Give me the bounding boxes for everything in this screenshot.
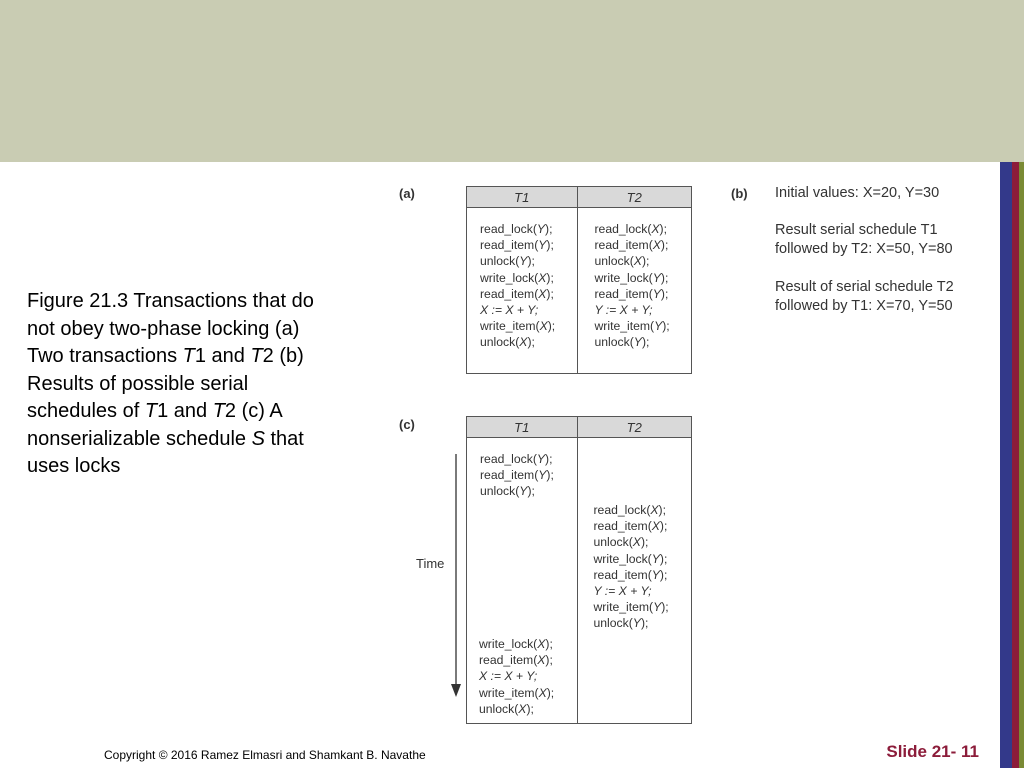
figure-c-t2-ops [594,502,669,632]
operation-variable: X [651,222,660,236]
operation-suffix: ); [661,600,669,615]
figure-c-header-t2: T2 [577,417,692,438]
operation-variable: X [652,238,661,253]
operation-suffix: ); [640,616,649,631]
operation-line [480,302,577,318]
operation-variable: Y [536,222,546,236]
operation-variable: Y [538,468,547,483]
operation-line: write_lock(Y); [593,551,668,566]
stripe-red [1012,162,1019,768]
operation-variable: X [518,701,527,716]
operation-suffix: ); [547,319,556,334]
operation-line: write_lock(X); [480,270,554,285]
operation-variable: X := X + Y; [480,303,539,318]
operation-variable: Y [651,551,660,566]
operation-variable: Y := X + Y; [593,584,652,599]
operation-suffix: ); [660,238,669,253]
operation-line: unlock(X); [479,701,534,716]
operation-variable: Y [651,567,660,582]
operation-suffix: ); [545,452,553,466]
operation-line: write_item(Y); [594,319,670,334]
time-arrow-icon [449,454,463,699]
figure-c-t1-bottom-ops [479,636,554,717]
operation-suffix: ); [545,653,553,668]
serial-result-2-line2: followed by T1: X=70, Y=50 [775,298,953,314]
operation-variable: Y [652,286,661,301]
operation-line: unlock(Y); [593,616,649,631]
operation-line: read_item(X); [479,653,553,668]
operation-line: unlock(Y); [480,484,535,499]
caption-text: that uses locks [27,427,304,477]
operation-line: unlock(X); [594,254,650,269]
operation-suffix: ); [526,701,534,716]
operation-variable: X [650,503,659,517]
operation-line: unlock(Y); [594,335,650,350]
operation-line: read_item(X); [593,519,668,534]
figure-a-t2-cell [577,208,692,374]
operation-variable: Y [652,270,661,285]
figure-a-header-t2: T2 [577,187,692,208]
caption-t1-italic: T [144,400,158,422]
serial-result-1 [775,221,953,259]
stripe-blue [1000,162,1012,768]
operation-suffix: ); [658,503,666,517]
operation-suffix: ); [527,484,535,499]
operation-line: unlock(Y); [480,254,535,269]
operation-suffix: ); [546,238,554,253]
operation-suffix: ); [660,270,669,285]
figure-a-header-t1: T1 [467,187,578,208]
operation-line: read_lock(Y); [480,452,553,466]
operation-variable: X [633,254,642,269]
slide-number: Slide 21- 11 [886,742,979,761]
operation-variable: Y [538,238,547,253]
operation-variable: X := X + Y; [479,669,538,684]
operation-line [595,302,692,318]
serial-result-1-line1: Result serial schedule T1 [775,222,938,238]
operation-variable: Y [536,452,546,466]
operation-line: unlock(X); [480,335,535,350]
operation-variable: X [538,270,547,285]
operation-line: read_lock(X); [593,503,666,517]
operation-suffix: ); [546,286,554,301]
caption-text: 1 and [194,345,251,367]
operation-line: read_item(X); [480,286,554,301]
figure-a-t1-ops [467,208,577,351]
operation-line: read_item(Y); [480,468,554,483]
operation-suffix: ); [641,254,650,269]
operation-line: read_lock(Y); [480,222,553,236]
copyright-text: Copyright © 2016 Ramez Elmasri and Shamkant B. Navathe [104,748,426,762]
header-band [0,0,1024,162]
operation-suffix: ); [527,335,535,350]
figure-c-header-t1: T1 [467,417,578,438]
operation-line [479,668,554,684]
operation-variable: X [537,637,546,651]
operation-variable: X [537,653,546,668]
operation-variable: X [538,685,547,700]
operation-variable: Y [632,616,641,631]
operation-suffix: ); [641,335,650,350]
caption-text: 1 and [157,400,213,422]
operation-suffix: ); [546,468,554,483]
operation-variable: X [651,519,660,534]
operation-line: write_item(Y); [593,600,669,615]
operation-suffix: ); [660,286,669,301]
caption-t2-italic: T [212,400,225,422]
operation-line: read_lock(X); [594,222,667,236]
operation-suffix: ); [659,567,668,582]
serial-result-2 [775,278,954,316]
figure-c-table [466,416,692,724]
operation-variable: Y [519,484,528,499]
figure-a-table [466,186,692,374]
operation-variable: X [519,335,528,350]
operation-line: write_item(X); [480,319,556,334]
figure-c-label: (c) [399,417,415,432]
operation-line: read_item(Y); [593,567,668,582]
operation-variable: Y := X + Y; [594,303,653,318]
caption-text: 2 (c) A nonserializable schedule [27,400,282,450]
operation-suffix: ); [527,254,535,269]
operation-suffix: ); [546,685,555,700]
operation-suffix: ); [659,222,667,236]
operation-variable: Y [653,600,662,615]
operation-line: write_item(X); [479,685,555,700]
operation-variable: X [539,319,548,334]
figure-c-t1-cell [467,438,578,724]
operation-variable: Y [519,254,528,269]
operation-variable: Y [654,319,663,334]
operation-line: write_lock(X); [479,637,553,651]
operation-suffix: ); [546,270,554,285]
time-axis-label: Time [416,556,445,571]
operation-suffix: ); [640,535,649,550]
figure-a-t2-ops [578,208,692,351]
operation-line: read_item(X); [594,238,669,253]
operation-line: write_lock(Y); [594,270,669,285]
operation-suffix: ); [662,319,670,334]
operation-variable: X [538,286,547,301]
figure-a-t1-cell [467,208,578,374]
caption-t1-italic: T [182,345,195,367]
caption-s-italic: S [251,427,265,450]
operation-suffix: ); [545,637,553,651]
caption-text: Figure 21.3 Transactions that do not obey two-phase locking (a) Two transactions [27,290,314,367]
operation-suffix: ); [659,519,668,534]
operation-variable: Y [633,335,642,350]
operation-variable: X [632,535,641,550]
operation-suffix: ); [659,551,668,566]
side-accent-stripes [1000,162,1024,768]
stripe-green [1019,162,1024,768]
caption-t2-italic: T [250,345,263,367]
operation-line [594,583,669,599]
figure-b-label: (b) [731,186,748,201]
operation-line: unlock(X); [593,535,649,550]
initial-values-text: Initial values: X=20, Y=30 [775,185,940,201]
figure-c-t1-top-ops [480,451,554,500]
caption-text: 2 (b) Results of possible serial schedules of [27,345,304,422]
operation-suffix: ); [545,222,553,236]
operation-line: read_item(Y); [480,238,554,253]
figure-a-label: (a) [399,186,415,201]
figure-caption [27,288,337,481]
serial-result-2-line1: Result of serial schedule T2 [775,279,954,295]
figure-c-t2-cell [577,438,692,724]
serial-result-1-line2: followed by T2: X=50, Y=80 [775,241,953,257]
operation-line: read_item(Y); [594,286,669,301]
